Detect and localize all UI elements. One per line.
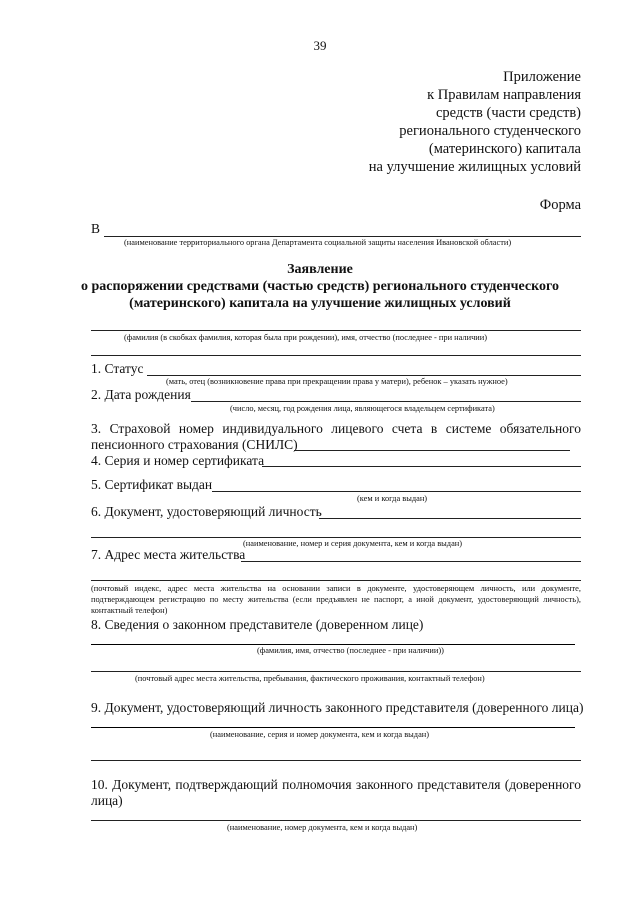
birth-date-input-line[interactable] <box>191 401 581 402</box>
status-caption: (мать, отец (возникновение права при прекращении права у матери), ребенок – указать нужное) <box>166 377 508 386</box>
page-number: 39 <box>313 38 327 53</box>
representative-info-label: 8. Сведения о законном представителе (доверенном лице) <box>91 617 424 632</box>
representative-name-input-line[interactable] <box>91 644 575 645</box>
appendix-header <box>369 68 581 176</box>
snils-label-line2: пенсионного страхования (СНИЛС) <box>91 437 298 452</box>
certificate-issued-input-line[interactable] <box>212 491 581 492</box>
addressee-prefix: В <box>91 221 101 236</box>
address-extra-line[interactable] <box>91 580 581 581</box>
appendix-line: на улучшение жилищных условий <box>368 159 581 175</box>
certificate-number-input-line[interactable] <box>262 466 581 467</box>
document-subtitle-line2: (материнского) капитала на улучшение жилищных условий <box>129 296 511 311</box>
identity-document-caption: (наименование, номер и серия документа, кем и когда выдан) <box>243 539 463 548</box>
appendix-line: регионального студенческого <box>399 123 581 139</box>
birth-date-caption: (число, месяц, год рождения лица, являющегося владельцем сертификата) <box>230 404 495 413</box>
certificate-issued-label: 5. Сертификат выдан <box>91 477 213 492</box>
address-input-line[interactable] <box>241 561 581 562</box>
document-title: Заявление <box>287 262 353 277</box>
document-subtitle-line1: о распоряжении средствами (частью средств) регионального студенческого <box>80 279 560 294</box>
identity-document-input-line[interactable] <box>319 518 581 519</box>
addressee-input-line[interactable] <box>104 236 581 237</box>
identity-document-extra-line[interactable] <box>91 537 581 538</box>
birth-date-label: 2. Дата рождения <box>91 387 191 402</box>
address-label: 7. Адрес места жительства <box>91 547 246 562</box>
representative-name-caption: (фамилия, имя, отчество (последнее - при наличии)) <box>257 646 444 655</box>
fio-extra-line[interactable] <box>91 355 581 356</box>
fio-input-line[interactable] <box>91 330 581 331</box>
appendix-line: средств (части средств) <box>435 105 581 121</box>
authority-document-label-line1: 10. Документ, подтверждающий полномочия законного представителя (доверенного <box>91 777 581 792</box>
representative-identity-caption: (наименование, серия и номер документа, кем и когда выдан) <box>210 730 430 739</box>
appendix-line: (материнского) капитала <box>428 141 581 157</box>
authority-document-label-line2: лица) <box>91 793 123 808</box>
status-label: 1. Статус <box>91 361 144 376</box>
authority-document-caption: (наименование, номер документа, кем и когда выдан) <box>227 823 418 832</box>
fio-caption: (фамилия (в скобках фамилия, которая была при рождении), имя, отчество (последнее - при наличии) <box>124 333 488 342</box>
authority-document-input-line[interactable] <box>91 820 581 821</box>
identity-document-label: 6. Документ, удостоверяющий личность <box>91 504 322 519</box>
representative-address-caption: (почтовый адрес места жительства, пребывания, фактического проживания, контактный телефон) <box>135 674 485 683</box>
status-input-line[interactable] <box>147 375 581 376</box>
certificate-number-label: 4. Серия и номер сертификата <box>91 453 265 468</box>
representative-address-input-line[interactable] <box>91 671 581 672</box>
address-caption: (почтовый индекс, адрес места жительства на основании записи в документе, удостоверяющем личность, или документе, подтверждающем регистрацию по месту жительства (если предъявлен не паспорт, а иной документ, удостоверяющий личность), контактный телефон) <box>91 584 581 615</box>
certificate-issued-caption: (кем и когда выдан) <box>357 494 428 503</box>
snils-input-line[interactable] <box>294 450 570 451</box>
addressee-caption: (наименование территориального органа Департамента социальной защиты населения Ивановской области) <box>124 238 512 247</box>
form-label: Форма <box>539 197 581 213</box>
representative-identity-extra-line[interactable] <box>91 760 581 761</box>
representative-identity-input-line[interactable] <box>91 727 575 728</box>
appendix-line: Приложение <box>503 69 581 85</box>
appendix-line: к Правилам направления <box>427 87 581 103</box>
snils-label-line1: 3. Страховой номер индивидуального лицевого счета в системе обязательного <box>91 421 581 436</box>
representative-identity-label: 9. Документ, удостоверяющий личность законного представителя (доверенного лица) <box>91 700 584 715</box>
